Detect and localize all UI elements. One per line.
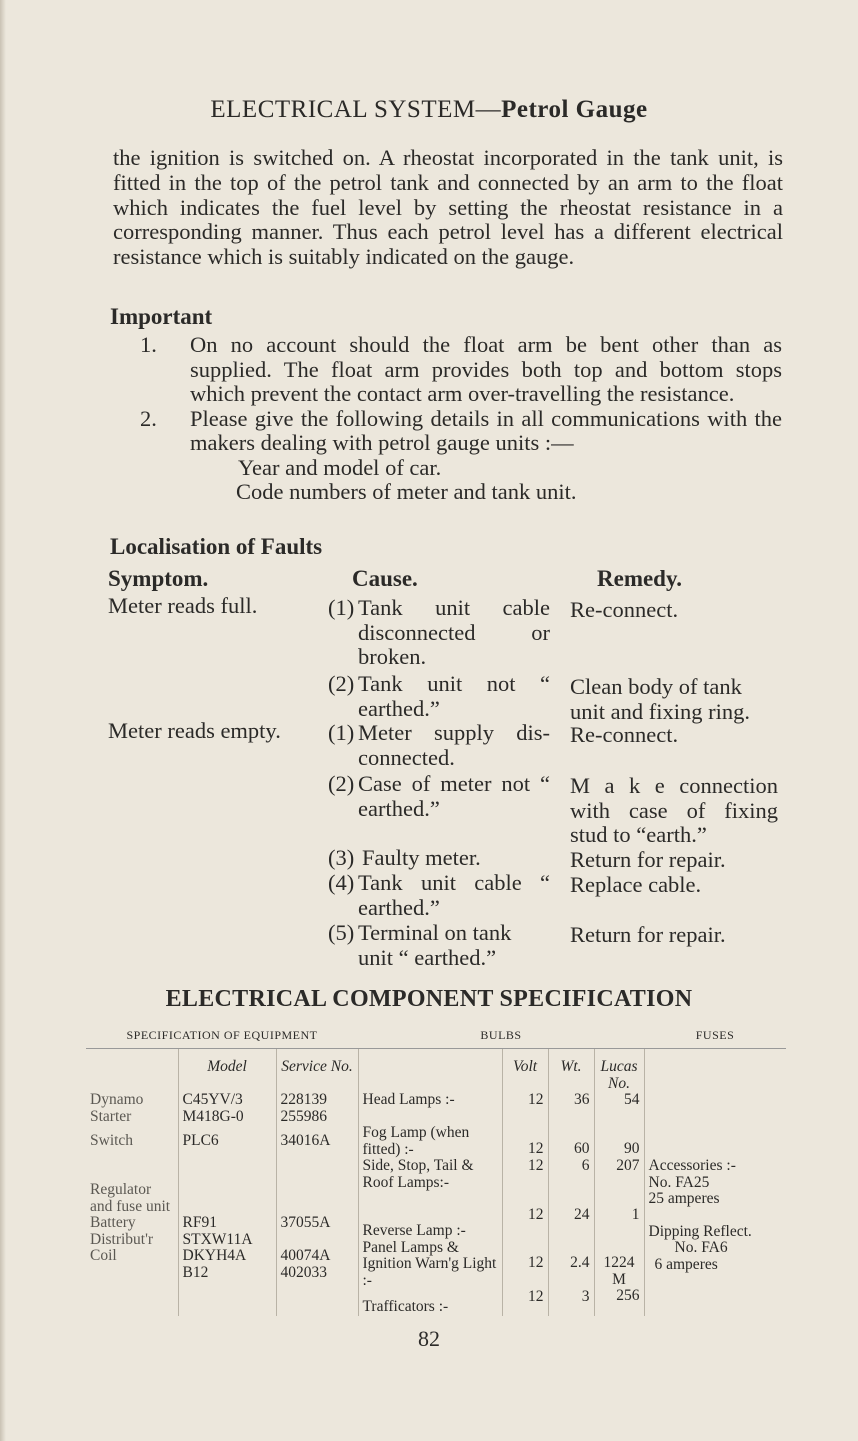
remedy-cell: Clean body of tank unit and fixing ring. bbox=[570, 674, 750, 724]
bulb-volt: 12 12 12 12 bbox=[502, 1158, 548, 1316]
detail-line: Code numbers of meter and tank unit. bbox=[236, 479, 577, 504]
table-row bbox=[86, 1125, 786, 1158]
page-header bbox=[0, 96, 858, 124]
cause-number: (3) bbox=[328, 845, 355, 870]
fuses-cell: Accessories :- No. FA25 25 amperes Dipping Reflect. No. FA6 6 amperes bbox=[648, 1157, 752, 1273]
equipment-model: RF91 STXW11A DKYH4A B12 bbox=[178, 1158, 276, 1316]
cause-text: Tank unit cable “ earthed.” bbox=[358, 870, 550, 920]
remedy-cell: Return for repair. bbox=[570, 847, 726, 872]
cause-cell bbox=[328, 672, 550, 721]
cause-text: Meter supply dis-connected. bbox=[358, 720, 550, 770]
important-list bbox=[140, 333, 782, 505]
remedy-cell: M a k e connection with case of fixing stud to “earth.” bbox=[570, 773, 778, 847]
bulb-name: Fog Lamp (when fitted) :- bbox=[358, 1125, 502, 1158]
equipment-service: 37055A 40074A 402033 bbox=[276, 1158, 358, 1316]
cause-text: Tank unit cable disconnected or broken. bbox=[358, 595, 550, 669]
group-bulbs: BULBS bbox=[358, 1022, 644, 1049]
bulb-lucas: 207 1 1224 M 256 bbox=[594, 1158, 644, 1316]
remedy-cell: Re-connect. bbox=[570, 597, 679, 622]
remedy-column-header: Remedy. bbox=[597, 566, 682, 591]
faults-heading: Localisation of Faults bbox=[110, 534, 323, 559]
cause-text: Faulty meter. bbox=[362, 845, 481, 870]
equipment-name: Dynamo Starter bbox=[86, 1092, 178, 1125]
important-item bbox=[140, 407, 782, 456]
symptom-column-header: Symptom. bbox=[108, 566, 209, 591]
header-topic: Petrol Gauge bbox=[501, 96, 648, 123]
remedy-cell: Replace cable. bbox=[570, 872, 702, 897]
service-header: Service No. bbox=[276, 1049, 358, 1093]
cause-cell bbox=[328, 921, 550, 970]
page-number: 82 bbox=[418, 1326, 440, 1351]
cause-cell bbox=[328, 721, 550, 770]
equipment-model: C45YV/3 M418G-0 bbox=[178, 1092, 276, 1125]
bulb-wt: 36 bbox=[548, 1092, 594, 1125]
cause-text: Tank unit not “ earthed.” bbox=[358, 671, 550, 721]
group-equipment: SPECIFICATION OF EQUIPMENT bbox=[86, 1022, 358, 1049]
cause-number: (5) bbox=[328, 920, 355, 945]
cause-cell bbox=[328, 596, 550, 670]
bulb-volt: 12 bbox=[502, 1125, 548, 1158]
header-section: ELECTRICAL SYSTEM— bbox=[210, 96, 502, 123]
cause-cell bbox=[328, 871, 550, 920]
important-item bbox=[140, 333, 782, 407]
cause-text: Terminal on tank unit “ earthed.” bbox=[358, 920, 512, 970]
bulb-wt: 60 bbox=[548, 1125, 594, 1158]
lucas-header: Lucas No. bbox=[594, 1049, 644, 1093]
remedy-cell: Re-connect. bbox=[570, 722, 679, 747]
item-text: Please give the following details in all communications with the makers dealing with petrol gauge units :— bbox=[190, 405, 782, 455]
spec-title: ELECTRICAL COMPONENT SPECIFICATION bbox=[165, 986, 693, 1012]
important-heading: Important bbox=[110, 304, 213, 329]
model-header: Model bbox=[178, 1049, 276, 1093]
volt-header: Volt bbox=[502, 1049, 548, 1093]
bulb-name: Head Lamps :- bbox=[358, 1092, 502, 1125]
group-fuses: FUSES bbox=[644, 1022, 786, 1049]
equipment-name: Switch bbox=[86, 1125, 178, 1158]
table-row bbox=[86, 1092, 786, 1125]
cause-cell bbox=[328, 772, 550, 821]
spec-table bbox=[86, 1022, 786, 1316]
bulb-group: Side, Stop, Tail & Roof Lamps:- Reverse Lamp :- Panel Lamps & Ignition Warn'g Light :- Trafficators :- bbox=[358, 1158, 502, 1316]
detail-line: Year and model of car. bbox=[238, 454, 442, 480]
table-header-row bbox=[86, 1049, 786, 1093]
page-edge bbox=[0, 0, 6, 1441]
cause-cell bbox=[328, 846, 550, 871]
intro-paragraph: the ignition is switched on. A rheostat incorporated in the tank unit, is fitted in the top of the petrol tank and connected by an arm to the float which indicates the fuel level by setting the rheostat resistance in a corresponding manner. Thus each petrol level has a different electrical resistance which is suitably indicated on the gauge. bbox=[113, 145, 783, 270]
symptom-cell: Meter reads empty. bbox=[108, 718, 281, 743]
cause-number: (1) bbox=[328, 720, 355, 745]
wt-header: Wt. bbox=[548, 1049, 594, 1093]
cause-text: Case of meter not “ earthed.” bbox=[358, 771, 550, 821]
item-text: On no account should the float arm be bent other than as supplied. The float arm provides both top and bottom stops which prevent the contact arm over-travelling the resistance. bbox=[190, 332, 782, 406]
bulb-wt: 6 24 2.4 3 bbox=[548, 1158, 594, 1316]
bulb-volt: 12 bbox=[502, 1092, 548, 1125]
equipment-model: PLC6 bbox=[178, 1125, 276, 1158]
equipment-name: Regulator and fuse unit Battery Distribut'r Coil bbox=[86, 1158, 178, 1316]
bulb-lucas: 54 bbox=[594, 1092, 644, 1125]
cause-number: (4) bbox=[328, 870, 355, 895]
table-row bbox=[86, 1158, 786, 1316]
remedy-cell: Return for repair. bbox=[570, 922, 726, 947]
cause-number: (2) bbox=[328, 671, 355, 696]
bulb-lucas: 90 bbox=[594, 1125, 644, 1158]
cause-number: (1) bbox=[328, 595, 355, 620]
item-number: 2. bbox=[140, 405, 157, 431]
table-group-row bbox=[86, 1022, 786, 1049]
symptom-cell: Meter reads full. bbox=[108, 593, 258, 618]
cause-number: (2) bbox=[328, 771, 355, 796]
equipment-service: 228139 255986 bbox=[276, 1092, 358, 1125]
equipment-service: 34016A bbox=[276, 1125, 358, 1158]
item-number: 1. bbox=[140, 332, 157, 357]
cause-column-header: Cause. bbox=[352, 566, 418, 591]
